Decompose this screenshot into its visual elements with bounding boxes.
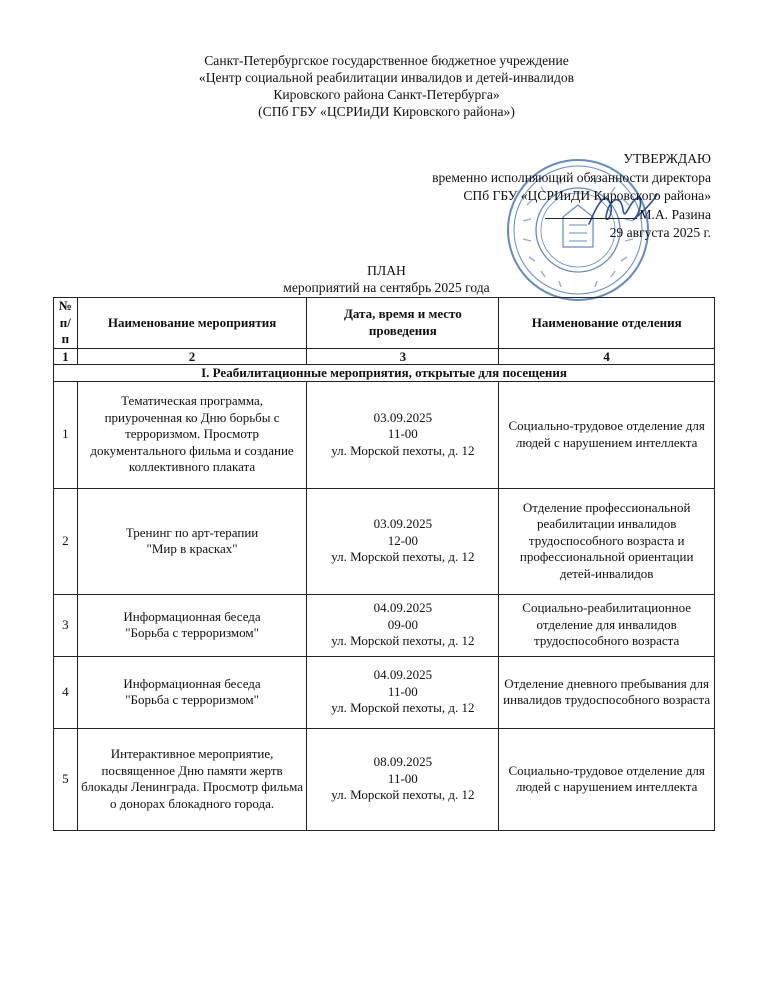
header-event-name: Наименование мероприятия — [77, 298, 307, 349]
column-number: 4 — [499, 348, 715, 364]
organization-header — [0, 52, 773, 120]
department-name: Социально-реабилитационное отделение для инвалидов трудоспособного возраста — [499, 594, 715, 656]
approval-name: М.А. Разина — [639, 206, 711, 222]
approval-organization: СПб ГБУ «ЦСРИиДИ Кировского района» — [463, 188, 711, 204]
event-date-place: 04.09.2025 09-00 ул. Морской пехоты, д. 12 — [307, 594, 499, 656]
event-name: Интерактивное мероприятие, посвященное Дню памяти жертв блокады Ленинграда. Просмотр фильма о донорах блокадного города. — [77, 728, 307, 830]
table-header-row — [54, 298, 715, 349]
table-row — [54, 381, 715, 488]
event-date-place: 04.09.2025 11-00 ул. Морской пехоты, д. 12 — [307, 656, 499, 728]
event-date-place: 03.09.2025 11-00 ул. Морской пехоты, д. 12 — [307, 381, 499, 488]
org-line: Кировского района Санкт-Петербурга» — [273, 87, 500, 102]
event-date-place: 03.09.2025 12-00 ул. Морской пехоты, д. 12 — [307, 488, 499, 594]
row-number: 4 — [54, 656, 78, 728]
events-table — [53, 297, 715, 831]
department-name: Социально-трудовое отделение для людей с нарушением интеллекта — [499, 728, 715, 830]
org-line: (СПб ГБУ «ЦСРИиДИ Кировского района») — [258, 104, 515, 119]
org-line: Санкт-Петербургское государственное бюджетное учреждение — [204, 53, 569, 68]
approval-signature-row — [432, 206, 711, 225]
department-name: Социально-трудовое отделение для людей с нарушением интеллекта — [499, 381, 715, 488]
event-name: Информационная беседа "Борьба с терроризмом" — [77, 656, 307, 728]
row-number: 1 — [54, 381, 78, 488]
column-number: 3 — [307, 348, 499, 364]
signature-line — [545, 206, 637, 219]
column-number: 2 — [77, 348, 307, 364]
event-name: Информационная беседа "Борьба с терроризмом" — [77, 594, 307, 656]
plan-title: ПЛАН — [367, 263, 406, 278]
table-row — [54, 728, 715, 830]
table-row — [54, 656, 715, 728]
department-name: Отделение профессиональной реабилитации инвалидов трудоспособного возраста и профессиональной ориентации детей-инвалидов — [499, 488, 715, 594]
column-number: 1 — [54, 348, 78, 364]
header-date-place: Дата, время и место проведения — [307, 298, 499, 349]
section-title: I. Реабилитационные мероприятия, открытые для посещения — [54, 364, 715, 381]
event-name: Тематическая программа, приуроченная ко Дню борьбы с терроризмом. Просмотр документального фильма и создание коллективного плаката — [77, 381, 307, 488]
row-number: 5 — [54, 728, 78, 830]
table-row — [54, 594, 715, 656]
approval-heading: УТВЕРЖДАЮ — [623, 151, 711, 166]
plan-title-block — [0, 262, 773, 296]
department-name: Отделение дневного пребывания для инвалидов трудоспособного возраста — [499, 656, 715, 728]
event-name: Тренинг по арт-терапии "Мир в красках" — [77, 488, 307, 594]
header-number: № п/п — [54, 298, 78, 349]
plan-subtitle: мероприятий на сентябрь 2025 года — [283, 280, 490, 295]
approval-date: 29 августа 2025 г. — [609, 225, 711, 241]
event-date-place: 08.09.2025 11-00 ул. Морской пехоты, д. 12 — [307, 728, 499, 830]
row-number: 2 — [54, 488, 78, 594]
header-department: Наименование отделения — [499, 298, 715, 349]
column-number-row — [54, 348, 715, 364]
org-line: «Центр социальной реабилитации инвалидов и детей-инвалидов — [198, 70, 575, 85]
section-row — [54, 364, 715, 381]
table-row — [54, 488, 715, 594]
approval-position: временно исполняющий обязанности директора — [432, 169, 711, 185]
approval-block — [432, 150, 711, 243]
row-number: 3 — [54, 594, 78, 656]
